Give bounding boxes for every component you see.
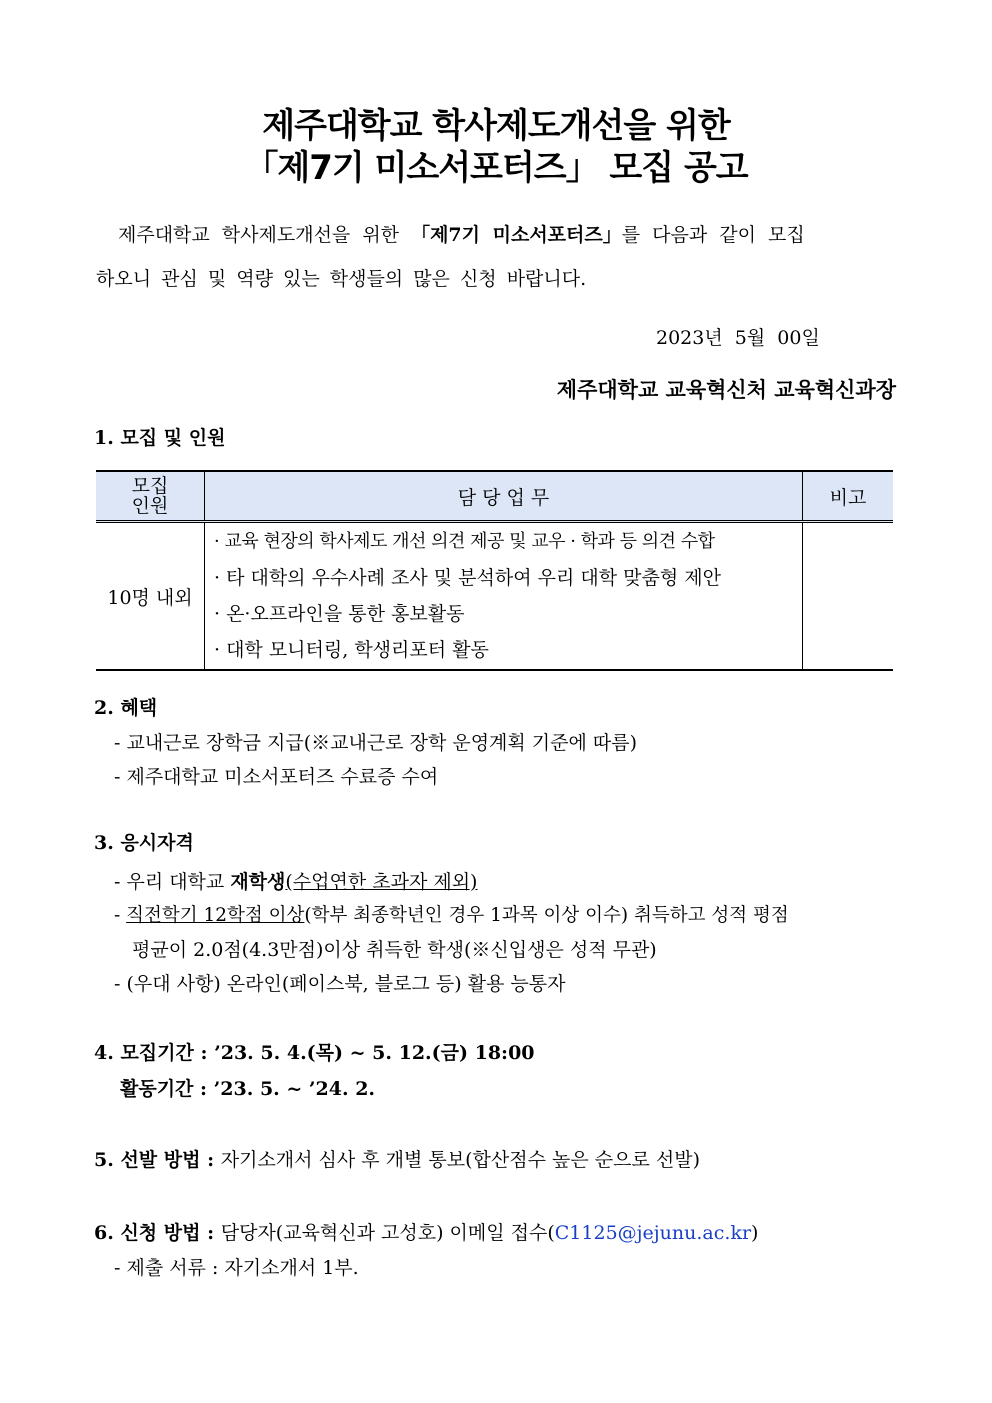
cell-duties <box>205 522 803 671</box>
issuer: 제주대학교 교육혁신처 교육혁신과장 <box>556 377 896 402</box>
intro-line-1: 제주대학교 학사제도개선을 위한 「제7기 미소서포터즈」를 다음과 같이 모집 <box>118 224 805 246</box>
header-note: 비고 <box>803 471 894 522</box>
header-duties: 담 당 업 무 <box>205 471 803 522</box>
email-link[interactable]: C1125@jejunu.ac.kr <box>554 1222 752 1244</box>
qualification-item-cont: 평균이 2.0점(4.3만점)이상 취득한 학생(※신입생은 성적 무관) <box>132 939 657 961</box>
qualification-item: - 우리 대학교 재학생(수업연한 초과자 제외) <box>114 871 478 893</box>
duty-item: · 대학 모니터링, 학생리포터 활동 <box>214 639 489 661</box>
header-count: 모집 인원 <box>96 471 205 522</box>
intro-line-2: 하오니 관심 및 역량 있는 학생들의 많은 신청 바랍니다. <box>96 268 587 290</box>
recruit-period: 4. 모집기간 : ’23. 5. 4.(목) ~ 5. 12.(금) 18:00 <box>94 1042 535 1064</box>
cell-count: 10명 내외 <box>96 522 205 671</box>
title-line-2: 「제7기 미소서포터즈」 모집 공고 <box>244 148 748 188</box>
submission-documents: - 제출 서류 : 자기소개서 1부. <box>114 1257 359 1279</box>
benefit-item: - 교내근로 장학금 지급(※교내근로 장학 운영계획 기준에 따름) <box>114 732 638 754</box>
qualification-item: - (우대 사항) 온라인(페이스북, 블로그 등) 활용 능통자 <box>114 973 566 995</box>
application-method: 6. 신청 방법 : 담당자(교육혁신과 고성호) 이메일 접수(C1125@jejunu.ac.kr) <box>94 1222 759 1244</box>
section-1-heading: 1. 모집 및 인원 <box>94 427 226 449</box>
qualification-item: - 직전학기 12학점 이상(학부 최종학년인 경우 1과목 이상 이수) 취득하고 성적 평점 <box>114 905 789 926</box>
benefit-item: - 제주대학교 미소서포터즈 수료증 수여 <box>114 766 439 788</box>
duty-item: · 교육 현장의 학사제도 개선 의견 제공 및 교우 · 학과 등 의견 수합 <box>214 531 715 552</box>
cell-note <box>803 522 894 671</box>
activity-period: 활동기간 : ’23. 5. ~ ’24. 2. <box>120 1078 376 1100</box>
title-line-1: 제주대학교 학사제도개선을 위한 <box>262 106 730 146</box>
selection-method: 5. 선발 방법 : 자기소개서 심사 후 개별 통보(합산점수 높은 순으로 선발) <box>94 1149 700 1171</box>
duty-item: · 타 대학의 우수사례 조사 및 분석하여 우리 대학 맞춤형 제안 <box>214 567 721 589</box>
duty-item: · 온·오프라인을 통한 홍보활동 <box>214 603 465 625</box>
section-2-heading: 2. 혜택 <box>94 697 158 719</box>
section-3-heading: 3. 응시자격 <box>94 832 194 854</box>
recruitment-table <box>96 470 893 671</box>
date: 2023년 5월 00일 <box>656 327 820 349</box>
